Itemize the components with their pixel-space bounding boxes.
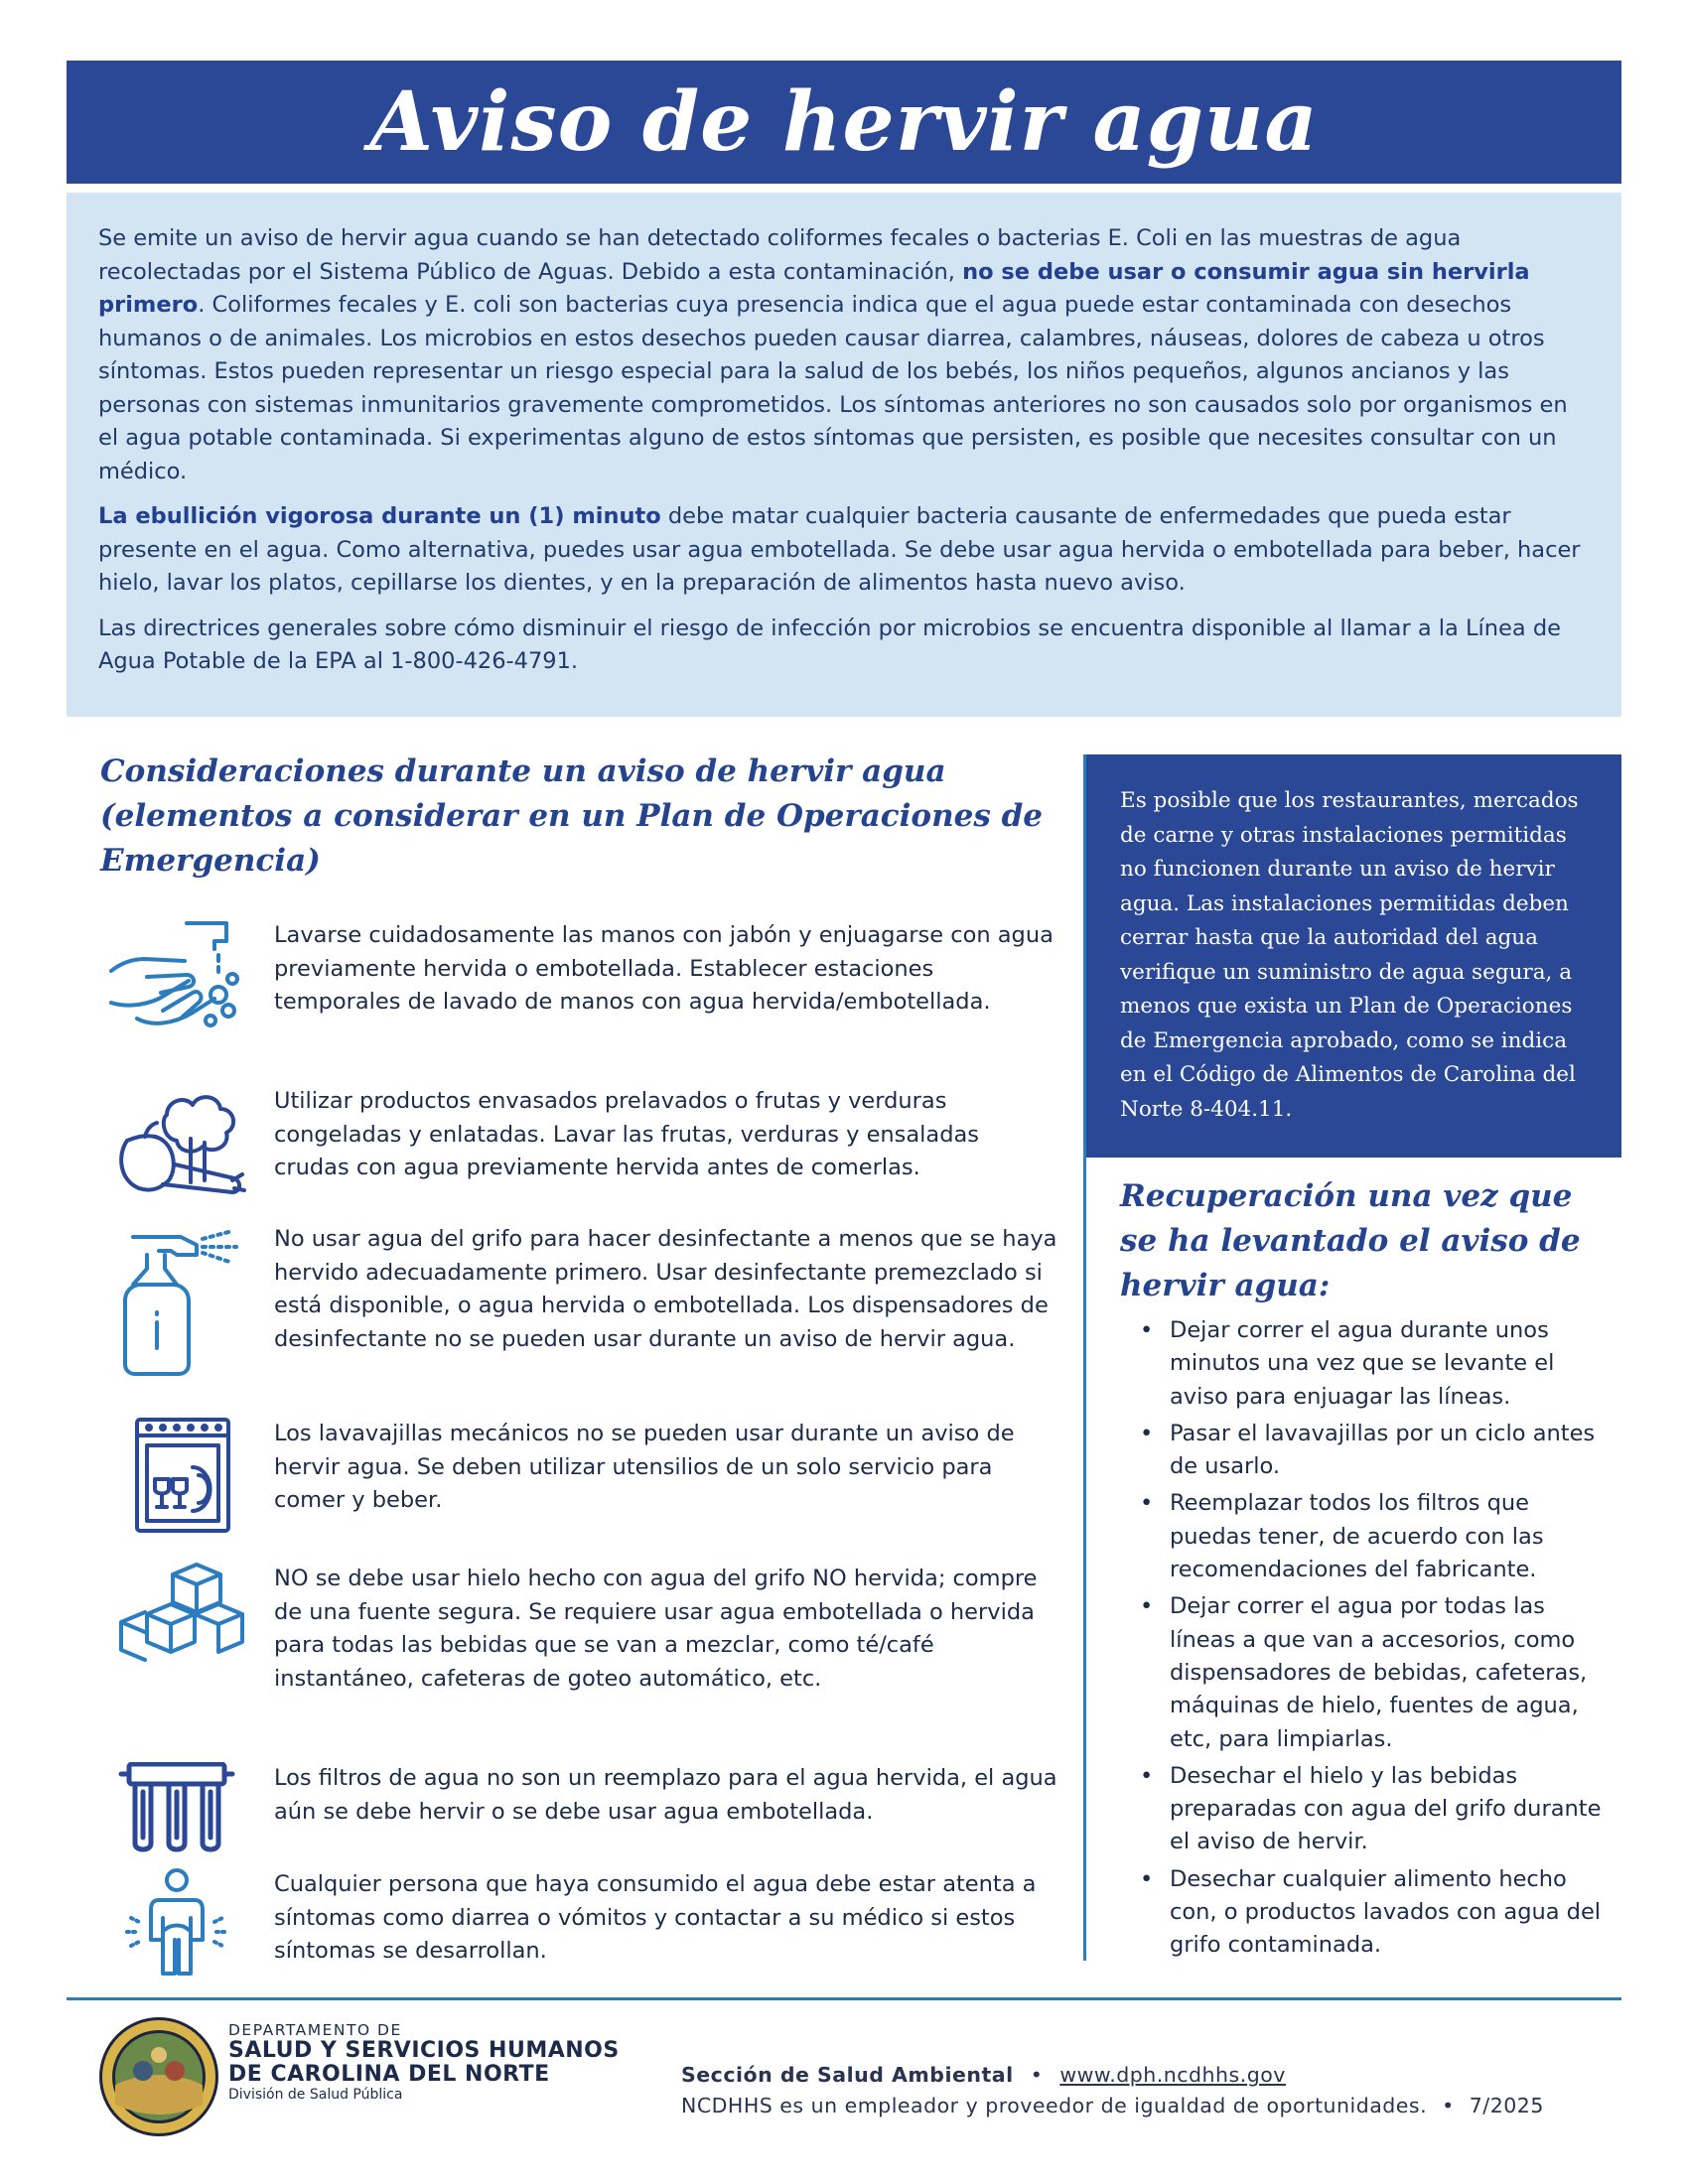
intro-p1-bold: no se debe usar o consumir agua sin hervirla primero <box>98 258 1530 318</box>
consideration-text: Lavarse cuidadosamente las manos con jabón y enjuagarse con agua previamente hervida o embotellada. Establecer estaciones temporales de lavado de manos con agua hervida/embotellada. <box>274 922 1054 1015</box>
consideration-text: Los filtros de agua no son un reemplazo para el agua hervida, el agua aún se debe hervir o se debe usar agua embotellada. <box>274 1765 1057 1825</box>
consideration-text: Los lavavajillas mecánicos no se pueden usar durante un aviso de hervir agua. Se deben utilizar utensilios de un solo servicio para comer y beber. <box>274 1421 1015 1513</box>
website-link[interactable]: www.dph.ncdhhs.gov <box>1059 2063 1286 2087</box>
intro-p2-text: debe matar cualquier bacteria causante de enfermedades que pueda estar presente en el agua. Como alternativa, puedes usar agua embotellada. Se debe usar agua hervida o embotellada para beber, hacer hielo, lavar los platos, cepillarse los dientes, y en la preparación de alimentos hasta nuevo aviso. <box>98 503 1581 596</box>
intro-p2-bold: La ebullición vigorosa durante un (1) minuto <box>98 503 661 529</box>
department-name <box>228 2021 620 2104</box>
publication-date: 7/2025 <box>1469 2094 1544 2117</box>
water-filter-icon <box>107 1762 246 1865</box>
dishwasher-icon <box>107 1418 246 1541</box>
considerations-title: Consideraciones durante un aviso de hervir agua (elementos a considerar en un Plan de Operaciones de Emergencia) <box>100 753 1044 879</box>
dept-line-1: DEPARTAMENTO DE <box>228 2021 402 2039</box>
intro-paragraph-3: Las directrices generales sobre cómo disminuir el riesgo de infección por microbios se encuentra disponible al llamar a la Línea de Agua Potable de la EPA al 1-800-426-4791. <box>98 614 1561 674</box>
dept-line-2: SALUD Y SERVICIOS HUMANOS <box>228 2038 620 2063</box>
consideration-text: No usar agua del grifo para hacer desinfectante a menos que se haya hervido adecuadamente primero. Usar desinfectante premezclado si está disponible, o agua hervida o embotellada. Los dispensadores de desinfectante no se pueden usar durante un aviso de hervir agua. <box>274 1226 1057 1352</box>
dept-line-3: DE CAROLINA DEL NORTE <box>228 2062 550 2087</box>
footer-divider <box>67 1997 1621 2000</box>
consideration-text: Cualquier persona que haya consumido el agua debe estar atenta a síntomas como diarrea o vómitos y contactar a su médico si estos síntomas se desarrollan. <box>274 1871 1037 1964</box>
title-banner <box>67 61 1621 184</box>
consideration-text: Utilizar productos envasados prelavados o frutas y verduras congeladas y enlatadas. Lavar las frutas, verduras y ensaladas crudas con agua previamente hervida antes de comerlas. <box>274 1088 980 1180</box>
restaurant-notice-text: Es posible que los restaurantes, mercados de carne y otras instalaciones permitidas no funcionen durante un aviso de hervir agua. Las instalaciones permitidas deben cerrar hasta que la autoridad del agua verifique un suministro de agua segura, a menos que exista un Plan de Operaciones de Emergencia aprobado, como se indica en el Código de Alimentos de Carolina del Norte 8-404.11. <box>1120 788 1579 1122</box>
section-name: Sección de Salud Ambiental <box>681 2063 1014 2087</box>
footer-info <box>681 2060 1544 2121</box>
recovery-item: • Dejar correr el agua por todas las líneas a que van a accesorios, como dispensadores de bebidas, cafeteras, máquinas de hielo, fuentes de agua, etc, para limpiarlas. <box>1120 1590 1617 1755</box>
intro-paragraph-1 <box>98 222 1590 488</box>
spray-bottle-icon <box>107 1223 246 1386</box>
ice-cubes-icon <box>107 1563 246 1686</box>
intro-paragraph-2 <box>98 500 1590 601</box>
separator: • <box>1030 2063 1044 2087</box>
recovery-item: • Pasar el lavavajillas por un ciclo antes de usarlo. <box>1120 1418 1617 1484</box>
recovery-item: • Desechar el hielo y las bebidas preparadas con agua del grifo durante el aviso de hervir. <box>1120 1760 1617 1859</box>
footer-line-1 <box>681 2060 1544 2091</box>
handwashing-icon <box>107 919 246 1042</box>
recovery-item: • Dejar correr el agua durante unos minutos una vez que se levante el aviso para enjuagar las líneas. <box>1120 1314 1617 1414</box>
dept-line-4: División de Salud Pública <box>228 2087 403 2103</box>
separator: • <box>1442 2094 1455 2117</box>
employer-statement: NCDHHS es un empleador y proveedor de igualdad de oportunidades. <box>681 2094 1428 2117</box>
page-title: Aviso de hervir agua <box>369 74 1319 170</box>
restaurant-notice-box <box>1086 754 1621 1158</box>
recovery-title: Recuperación una vez que se ha levantado el aviso de hervir agua: <box>1120 1178 1581 1303</box>
intro-p1-text-2: . Coliformes fecales y E. coli son bacterias cuya presencia indica que el agua puede estar contaminada con desechos humanos o de animales. Los microbios en estos desechos pueden causar diarrea, calambres, náuseas, dolores de cabeza u otros síntomas. Estos pueden representar un riesgo especial para la salud de los bebés, los niños pequeños, algunos ancianos y las personas con sistemas inmunitarios gravemente comprometidos. Los síntomas anteriores no son causados solo por organismos en el agua potable contaminada. Si experimentas alguno de estos síntomas que persisten, es posible que necesites consultar con un médico. <box>98 292 1568 484</box>
recovery-item: • Desechar cualquier alimento hecho con, o productos lavados con agua del grifo contaminada. <box>1120 1863 1617 1963</box>
intro-p1-text: Se emite un aviso de hervir agua cuando se han detectado coliformes fecales o bacterias E. Coli en las muestras de agua recolectadas por el Sistema Público de Aguas. Debido a esta contaminación, <box>98 225 1462 285</box>
sick-person-icon <box>107 1868 246 1981</box>
footer-line-2 <box>681 2091 1544 2121</box>
recovery-item: • Reemplazar todos los filtros que puedas tener, de acuerdo con las recomendaciones del fabricante. <box>1120 1487 1617 1586</box>
nc-state-seal-logo <box>97 2015 220 2138</box>
produce-icon <box>107 1085 246 1208</box>
recovery-list <box>1120 1314 1617 1967</box>
consideration-text: NO se debe usar hielo hecho con agua del grifo NO hervida; compre de una fuente segura. Se requiere usar agua embotellada o hervida para todas las bebidas que se van a mezclar, como té/café instantáneo, cafeteras de goteo automático, etc. <box>274 1566 1038 1692</box>
intro-box <box>67 193 1621 717</box>
